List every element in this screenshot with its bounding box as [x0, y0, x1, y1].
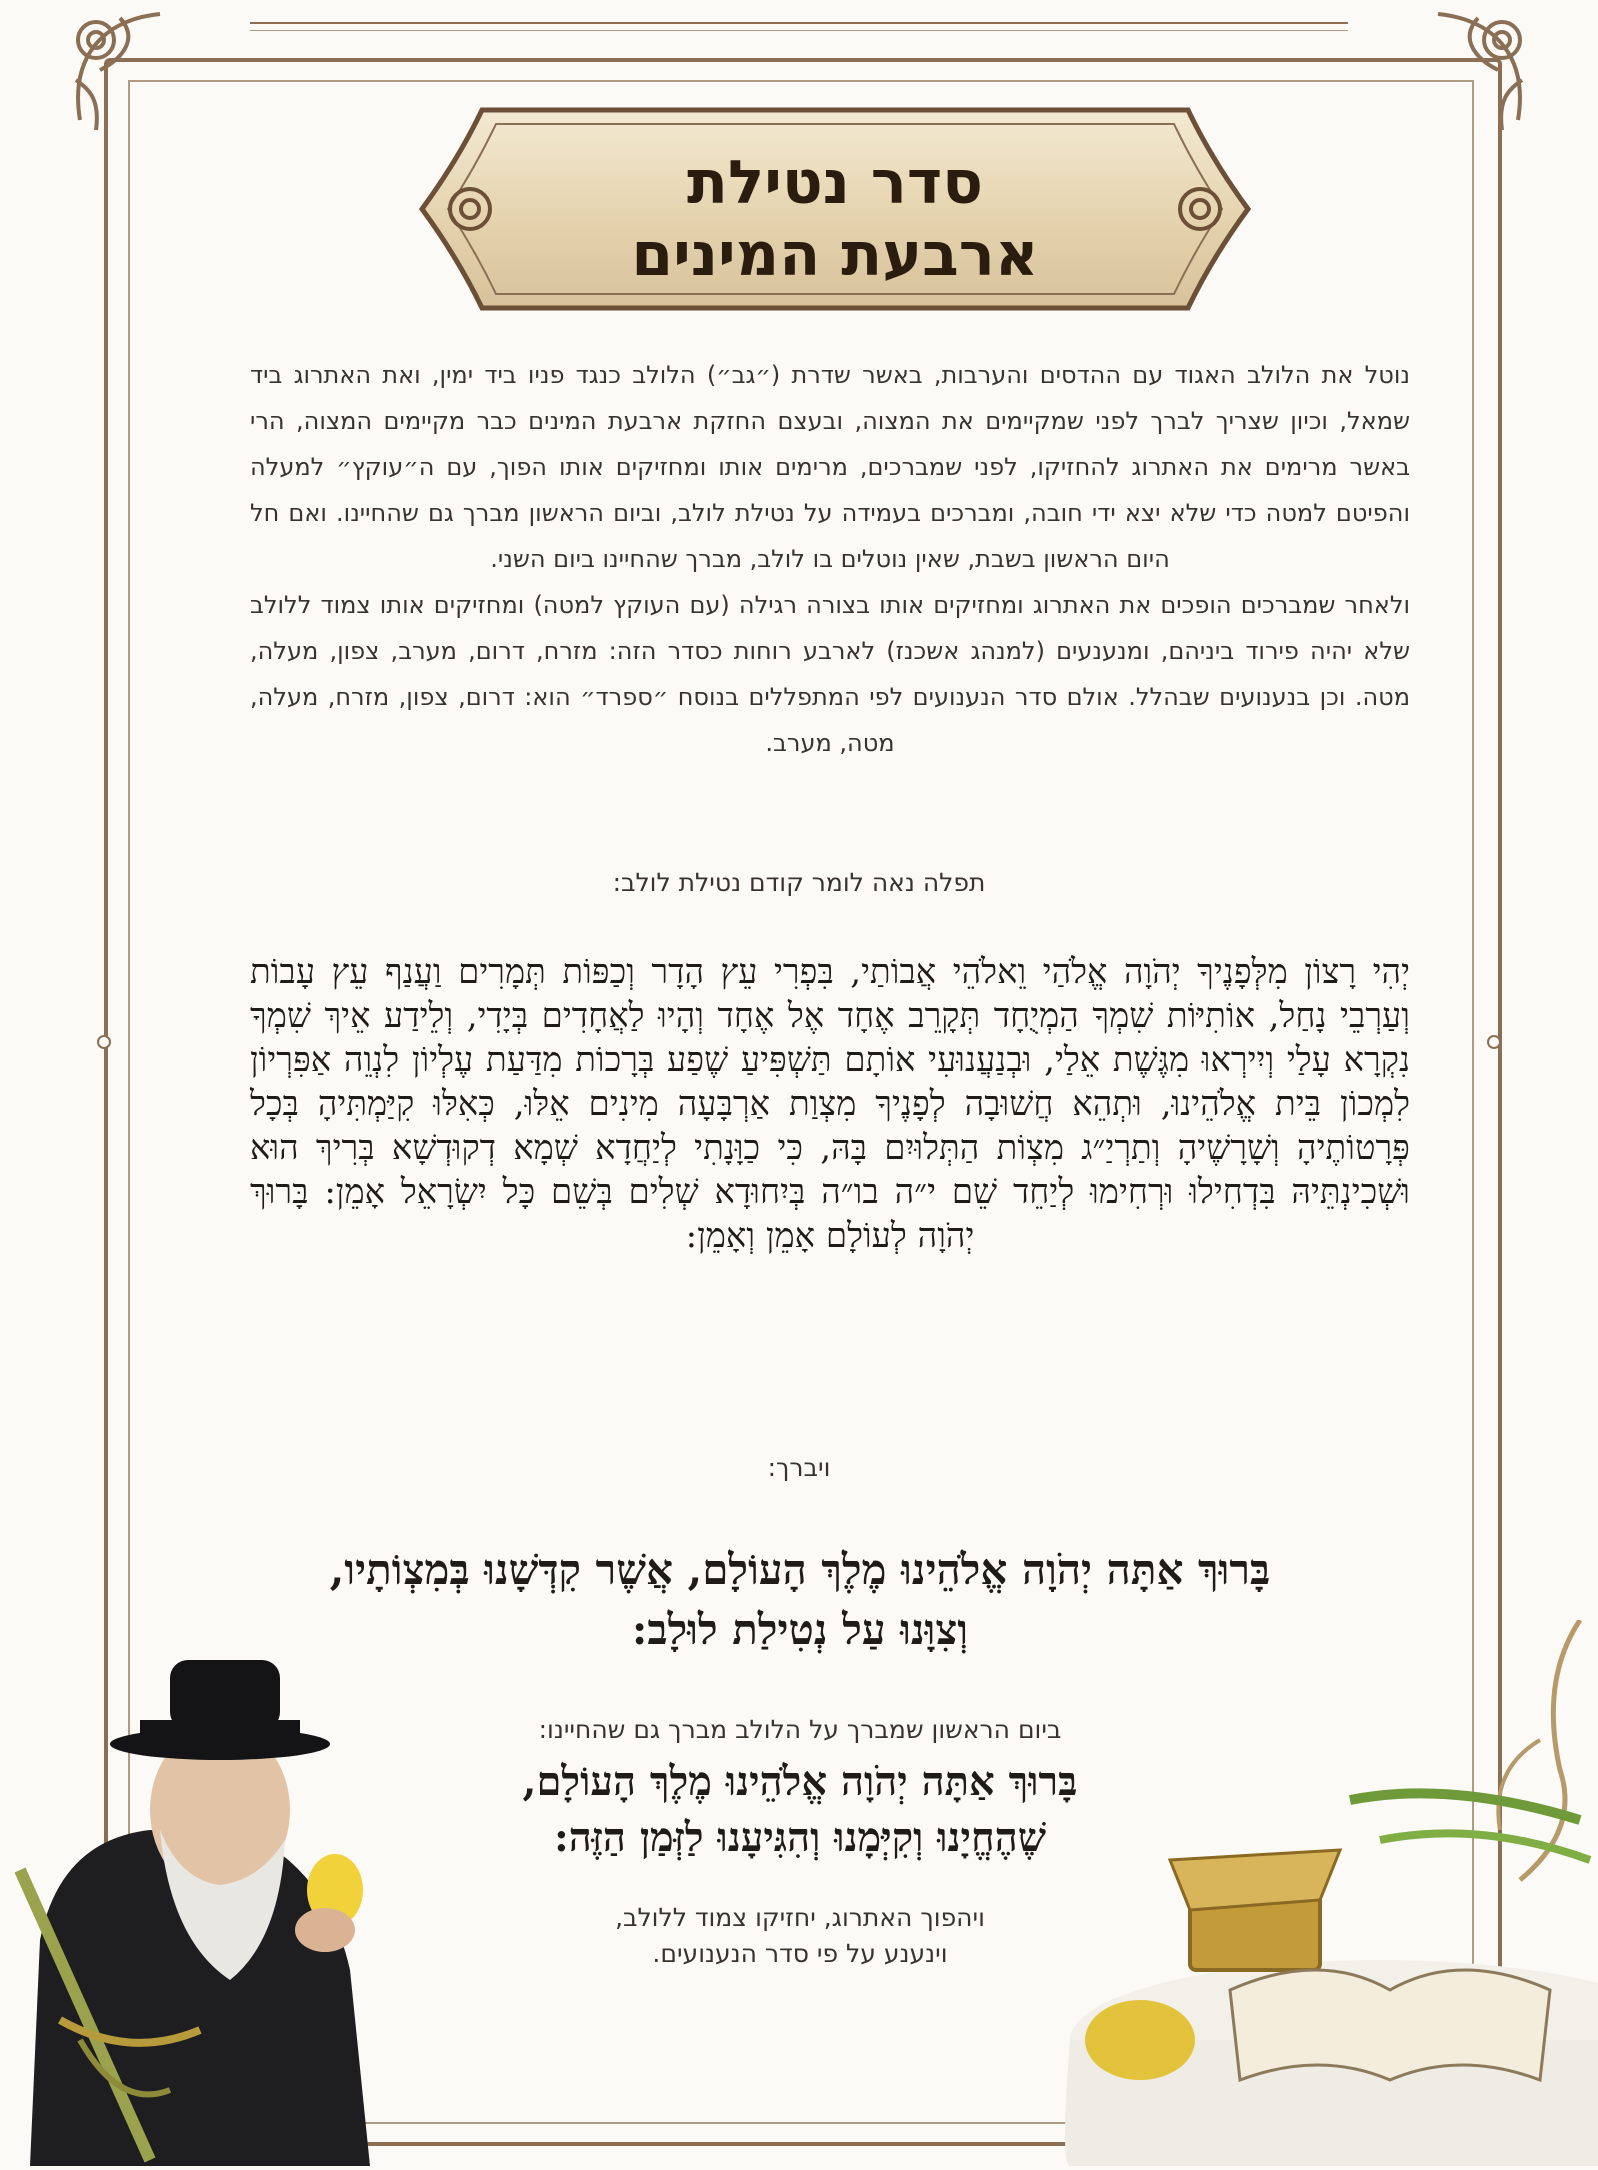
corner-flourish-icon	[60, 0, 200, 140]
intro-text	[250, 352, 1410, 766]
title-plaque	[412, 100, 1258, 318]
shehecheyanu-line-1: בָּרוּךְ אַתָּה יְהֹוָה אֱלֹהֵינוּ מֶלֶךְ הָעוֹלָם,	[522, 1758, 1078, 1805]
and-bless-label: ויברך:	[767, 1453, 831, 1482]
man-with-etrog-illustration	[0, 1640, 420, 2166]
prayer-text: יְהִי רָצוֹן מִלְּפָנֶיךָ יְהֹוָה אֱלֹהַי וֵאלֹהֵי אֲבוֹתַי, בִּפְרִי עֵץ הָדָר וְכַפּוֹת תְּמָרִים וַעֲנַף עֵץ עָבוֹת וְעַרְבֵי נָחַל, אוֹתִיּוֹת שִׁמְךָ הַמְיֻחָד תְּקָרֵב אֶחָד אֶל אֶחָד וְהָיוּ לַאֲחָדִים בְּיָדִי, וְלֵידַע אֵיךְ שִׁמְךָ נִקְרָא עָלַי וְיִירְאוּ מִגֶּשֶׁת אֵלַי, וּבְנַעֲנוּעִי אוֹתָם תַּשְׁפִּיעַ שֶׁפַע בְּרָכוֹת מִדַּעַת עֶלְיוֹן לִנְוֵה אַפִּרְיוֹן לִמְכוֹן בֵּית אֱלֹהֵינוּ, וּתְהֵא חֲשׁוּבָה לְפָנֶיךָ מִצְוַת אַרְבָּעָה מִינִים אֵלּוּ, כְּאִלּוּ קִיַּמְתִּיהָ בְּכָל פְּרָטוֹתֶיהָ וְשָׁרָשֶׁיהָ וְתַרְיַ״ג מִצְוֹת הַתְּלוּיִם בָּהּ, כִּי כַוָּנָתִי לְיַחֲדָא שְׁמָא דְקוּדְשָׁא בְּרִיךְ הוּא וּשְׁכִינְתֵּיהּ בִּדְחִילוּ וּרְחִימוּ לְיַחֵד שֵׁם י״ה בו״ה בְּיִחוּדָא שְׁלִים בְּשֵׁם כָּל יִשְׂרָאֵל אָמֵן: בָּרוּךְ יְהֹוָה לְעוֹלָם אָמֵן וְאָמֵן:	[250, 952, 1410, 1256]
title-line-1: סדר נטילת	[687, 148, 983, 218]
prayer-heading: תפלה נאה לומר קודם נטילת לולב:	[612, 868, 986, 897]
shehecheyanu-line-2: שֶׁהֶחֱיָנוּ וְקִיְּמָנוּ וְהִגִּיעָנוּ לַזְּמַן הַזֶּה:	[553, 1814, 1047, 1861]
corner-flourish-icon	[1398, 0, 1538, 140]
intro-paragraph-2: ולאחר שמברכים הופכים את האתרוג ומחזיקים אותו בצורה רגילה (עם העוקץ למטה) ומחזיקים אותו צמוד ללולב שלא יהיה פירוד ביניהם, ומנענעים (למנהג אשכנז) לארבע רוחות כסדר הזה: מזרח, דרום, מערב, צפון, מעלה, מטה. וכן בנענועים שבהלל. אולם סדר הנענועים לפי המתפללים בנוסח ״ספרד״ הוא: דרום, צפון, מזרח, מעלה, מטה, מערב.	[250, 591, 1410, 757]
lulav-blessing-line-2: וְצִוָּנוּ עַל נְטִילַת לוּלָב:	[631, 1605, 969, 1654]
first-day-note: ביום הראשון שמברך על הלולב מברך גם שהחיינו:	[538, 1715, 1062, 1744]
top-rule	[250, 22, 1348, 24]
lulav-blessing-line-1: בָּרוּךְ אַתָּה יְהֹוָה אֱלֹהֵינוּ מֶלֶךְ הָעוֹלָם, אֲשֶׁר קִדְּשָׁנוּ בְּמִצְוֹתָיו,	[329, 1545, 1271, 1594]
intro-paragraph-1: נוטל את הלולב האגוד עם ההדסים והערבות, באשר שדרת (״גב״) הלולב כנגד פניו ביד ימין, ואת האתרוג ביד שמאל, וכיון שצריך לברך לפני שמקיימים את המצוה, ובעצם החזקת ארבעת המינים כבר מקיימים המצוה, הרי באשר מרימים את האתרוג להחזיקו, לפני שמברכים, מרימים אותו ומחזיקים אותו הפוך, עם ה״עוקץ״ למעלה והפיטם למטה כדי שלא יצא ידי חובה, ומברכים בעמידה על נטילת לולב, וביום הראשון מברך גם שהחיינו. ואם חל היום הראשון בשבת, שאין נוטלים בו לולב, מברך שהחיינו ביום השני.	[250, 361, 1410, 573]
closing-note-line-1: ויהפוך האתרוג, יחזיקו צמוד ללולב,	[615, 1903, 985, 1932]
closing-note-line-2: וינענע על פי סדר הנענועים.	[652, 1939, 948, 1968]
table-with-book-illustration	[1020, 1620, 1598, 2166]
title-line-2: ארבעת המינים	[631, 220, 1039, 290]
frame-ornament-left	[97, 1035, 111, 1049]
top-rule-thin	[250, 30, 1348, 31]
frame-ornament-right	[1487, 1035, 1501, 1049]
